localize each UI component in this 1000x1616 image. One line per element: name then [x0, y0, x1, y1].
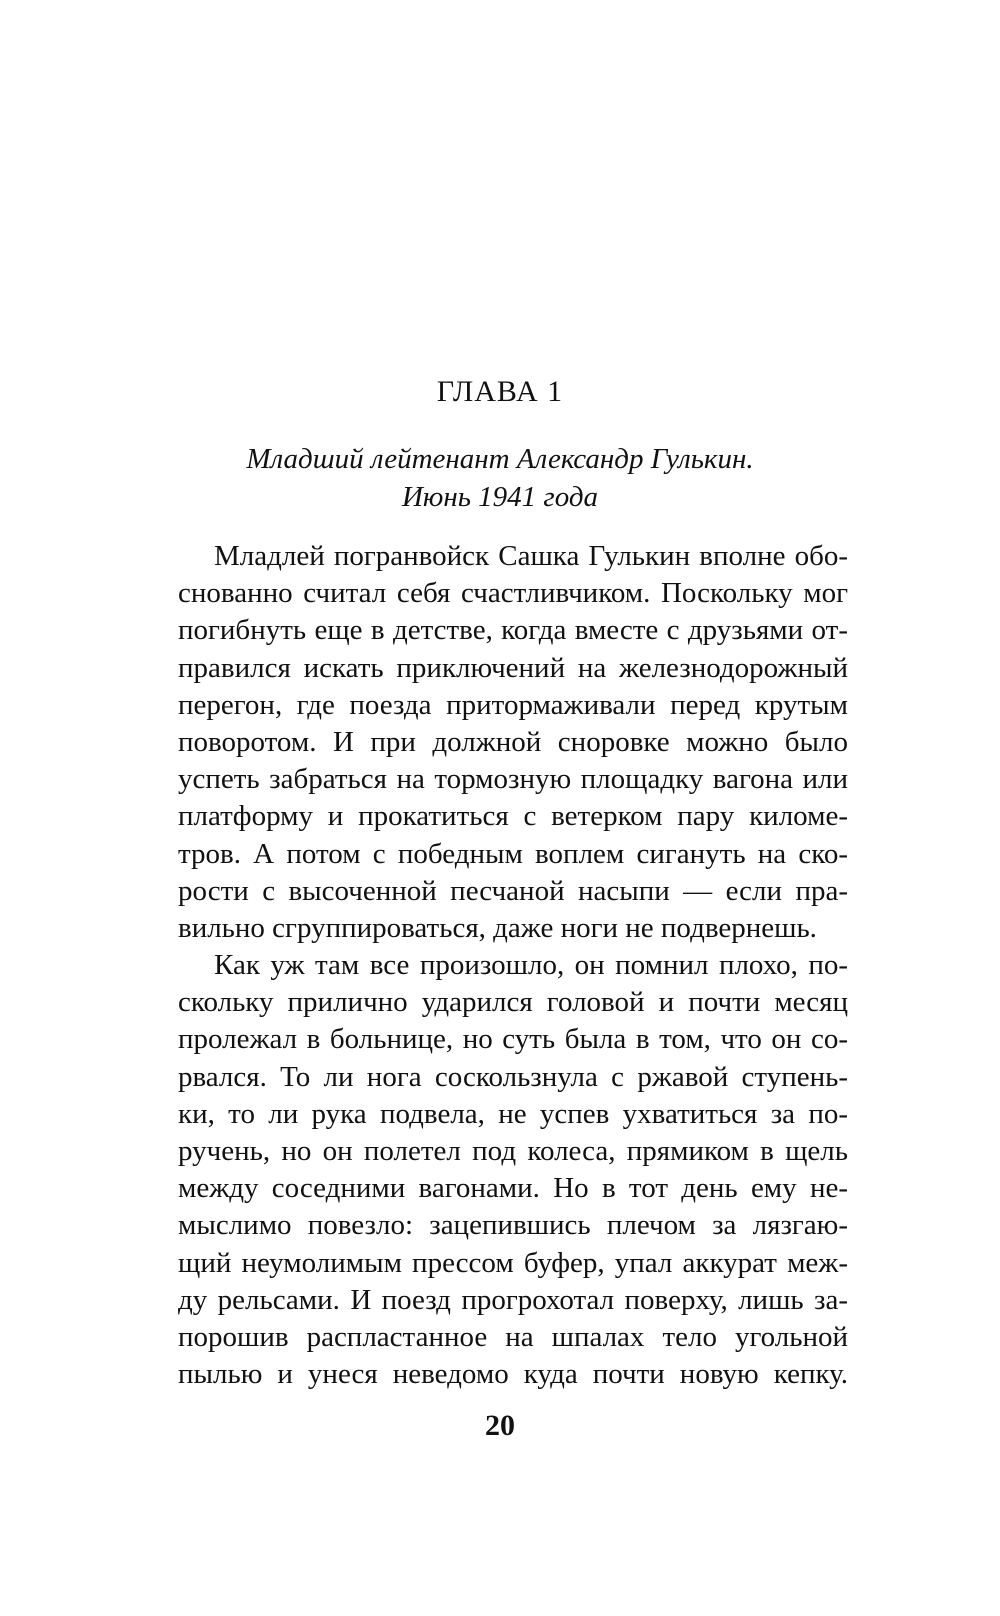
text-line: успеть забраться на тормозную площадку вагона или	[178, 763, 848, 796]
text-line: щий неумолимым прессом буфер, упал аккурат меж-	[178, 1246, 848, 1279]
text-line: поворотом. И при должной сноровке можно было	[178, 725, 848, 758]
text-line: погибнуть еще в детстве, когда вместе с друзьями от-	[178, 614, 848, 647]
text-line: правился искать приключений на железнодорожный	[178, 651, 848, 684]
text-line: между соседними вагонами. Но в тот день ему не-	[178, 1172, 848, 1205]
text-line: рвался. То ли нога соскользнула с ржавой ступень-	[178, 1060, 848, 1093]
text-line: ручень, но он полетел под колеса, прямиком в щель	[178, 1135, 848, 1167]
chapter-title: ГЛАВА 1	[436, 375, 564, 408]
paragraph	[178, 538, 848, 947]
text-line: тров. А потом с победным воплем сигануть на ско-	[178, 837, 848, 870]
text-line: порошив распластанное на шпалах тело угольной	[178, 1320, 848, 1353]
subtitle-line: Июнь 1941 года	[401, 481, 599, 513]
text-line: вильно сгруппироваться, даже ноги не подвернешь.	[178, 911, 817, 944]
paragraph	[178, 947, 848, 1393]
page-number: 20	[485, 1409, 515, 1442]
text-line: скольку прилично ударился головой и почти месяц	[178, 986, 848, 1019]
text-line: пылью и унеся неведомо куда почти новую кепку.	[178, 1358, 848, 1391]
text-line: рости с высоченной песчаной насыпи — если пра-	[178, 874, 848, 907]
text-line: снованно считал себя счастливчиком. Поскольку мог	[178, 577, 848, 610]
body-text	[178, 538, 848, 1393]
subtitle-line: Младший лейтенант Александр Гулькин.	[246, 443, 754, 475]
text-line: пролежал в больнице, но суть была в том, что он со-	[178, 1023, 848, 1056]
text-line: ки, то ли рука подвела, не успев ухватиться за по-	[178, 1097, 848, 1130]
text-line: платформу и прокатиться с ветерком пару киломе-	[178, 800, 848, 833]
text-line: Младлей погранвойск Сашка Гулькин вполне обо-	[214, 540, 848, 572]
text-line: ду рельсами. И поезд прогрохотал поверху, лишь за-	[178, 1283, 848, 1316]
text-line: Как уж там все произошло, он помнил плохо, по-	[214, 949, 848, 982]
chapter-subtitle	[0, 440, 1000, 516]
text-line: перегон, где поезда притормаживали перед крутым	[178, 688, 848, 721]
text-line: мыслимо повезло: зацепившись плечом за лязгаю-	[178, 1209, 848, 1242]
